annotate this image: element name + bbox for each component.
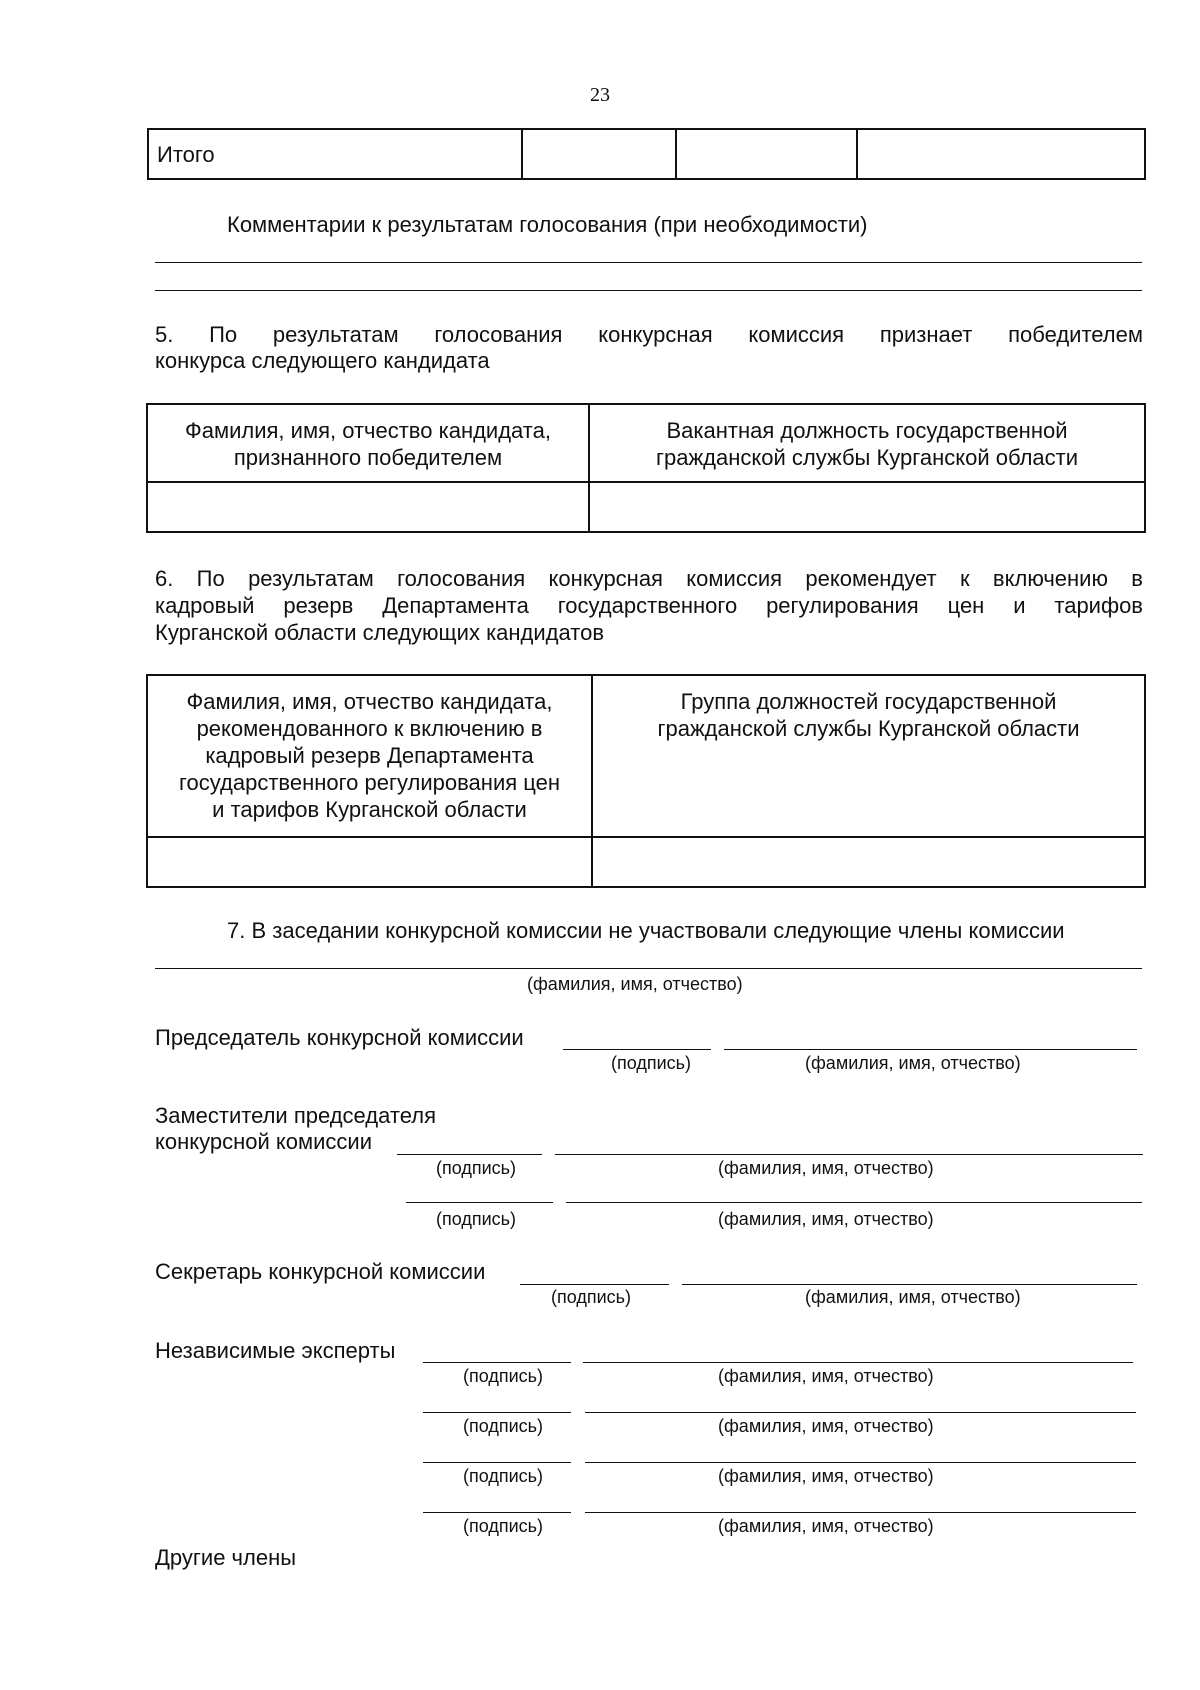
- header-line: гражданской службы Курганской области: [655, 445, 1079, 470]
- table-row: [147, 482, 1145, 532]
- expert-signature-line[interactable]: [423, 1512, 571, 1513]
- totals-cell[interactable]: [676, 129, 857, 179]
- totals-cell[interactable]: [857, 129, 1145, 179]
- absent-members-line[interactable]: [155, 968, 1142, 969]
- reserve-col-header-group: [592, 675, 1145, 837]
- table-row: [147, 675, 1145, 837]
- absent-fio-caption: (фамилия, имя, отчество): [527, 974, 743, 994]
- fio-caption: (фамилия, имя, отчество): [718, 1209, 934, 1229]
- header-line: кадровый резерв Департамента: [205, 743, 534, 768]
- comments-line[interactable]: [155, 262, 1142, 263]
- table-row: [147, 404, 1145, 482]
- totals-label: Итого: [157, 141, 215, 167]
- deputies-label-line2: конкурсной комиссии: [155, 1129, 373, 1154]
- header-line: и тарифов Курганской области: [212, 797, 527, 822]
- header-line: государственного регулирования цен: [178, 770, 560, 795]
- reserve-col-header-name: [147, 675, 592, 837]
- section6-text-line3: Курганской области следующих кандидатов: [155, 620, 605, 645]
- fio-caption: (фамилия, имя, отчество): [718, 1366, 934, 1386]
- deputy-signature-line[interactable]: [406, 1202, 553, 1203]
- section6-text-line2: кадровый резерв Департамента государственного регулирования цен и тарифов: [155, 593, 1143, 618]
- secretary-fio-line[interactable]: [682, 1284, 1137, 1285]
- secretary-signature-line[interactable]: [520, 1284, 669, 1285]
- header-line: Фамилия, имя, отчество кандидата,: [186, 689, 553, 714]
- chairman-signature-line[interactable]: [563, 1049, 711, 1050]
- fio-caption: (фамилия, имя, отчество): [718, 1516, 934, 1536]
- expert-fio-line[interactable]: [585, 1462, 1136, 1463]
- winner-table: [146, 403, 1146, 533]
- totals-label-cell: [148, 129, 522, 179]
- fio-caption: (фамилия, имя, отчество): [718, 1158, 934, 1178]
- deputy-signature-line[interactable]: [397, 1154, 542, 1155]
- fio-caption: (фамилия, имя, отчество): [718, 1416, 934, 1436]
- totals-table: [147, 128, 1146, 180]
- table-row: [147, 837, 1145, 887]
- fio-caption: (фамилия, имя, отчество): [805, 1287, 1021, 1307]
- signature-caption: (подпись): [463, 1466, 544, 1486]
- comments-line[interactable]: [155, 290, 1142, 291]
- deputy-fio-line[interactable]: [555, 1154, 1143, 1155]
- chairman-label: Председатель конкурсной комиссии: [155, 1025, 524, 1050]
- signature-caption: (подпись): [611, 1053, 692, 1073]
- expert-fio-line[interactable]: [585, 1512, 1136, 1513]
- section5-text-line2: конкурса следующего кандидата: [155, 348, 490, 373]
- signature-caption: (подпись): [436, 1158, 517, 1178]
- header-line: гражданской службы Курганской области: [657, 716, 1080, 741]
- winner-col-header-name: [147, 404, 589, 482]
- fio-caption: (фамилия, имя, отчество): [805, 1053, 1021, 1073]
- expert-fio-line[interactable]: [585, 1412, 1136, 1413]
- comments-label: Комментарии к результатам голосования (при необходимости): [227, 212, 868, 237]
- table-row: [148, 129, 1145, 179]
- others-label: Другие члены: [155, 1545, 297, 1570]
- winner-position-cell[interactable]: [589, 482, 1145, 532]
- totals-cell[interactable]: [522, 129, 676, 179]
- expert-signature-line[interactable]: [423, 1412, 571, 1413]
- page-number: 23: [590, 84, 610, 106]
- section5-text-line1: 5. По результатам голосования конкурсная комиссия признает победителем: [155, 322, 1143, 347]
- reserve-group-cell[interactable]: [592, 837, 1145, 887]
- experts-label: Независимые эксперты: [155, 1338, 396, 1363]
- deputies-label-line1: Заместители председателя: [155, 1103, 436, 1128]
- signature-caption: (подпись): [463, 1516, 544, 1536]
- header-line: Фамилия, имя, отчество кандидата,: [185, 418, 551, 443]
- header-line: Группа должностей государственной: [680, 689, 1057, 714]
- expert-signature-line[interactable]: [423, 1362, 571, 1363]
- reserve-table: [146, 674, 1146, 888]
- header-line: Вакантная должность государственной: [666, 418, 1068, 443]
- signature-caption: (подпись): [436, 1209, 517, 1229]
- expert-signature-line[interactable]: [423, 1462, 571, 1463]
- chairman-fio-line[interactable]: [724, 1049, 1137, 1050]
- header-line: рекомендованного к включению в: [196, 716, 543, 741]
- expert-fio-line[interactable]: [583, 1362, 1133, 1363]
- reserve-name-cell[interactable]: [147, 837, 592, 887]
- section6-text-line1: 6. По результатам голосования конкурсная комиссия рекомендует к включению в: [155, 566, 1143, 591]
- header-line: признанного победителем: [233, 445, 503, 470]
- signature-caption: (подпись): [463, 1416, 544, 1436]
- winner-col-header-position: [589, 404, 1145, 482]
- winner-name-cell[interactable]: [147, 482, 589, 532]
- section7-text: 7. В заседании конкурсной комиссии не участвовали следующие члены комиссии: [227, 918, 1065, 943]
- signature-caption: (подпись): [463, 1366, 544, 1386]
- fio-caption: (фамилия, имя, отчество): [718, 1466, 934, 1486]
- signature-caption: (подпись): [551, 1287, 632, 1307]
- deputy-fio-line[interactable]: [566, 1202, 1142, 1203]
- secretary-label: Секретарь конкурсной комиссии: [155, 1259, 486, 1284]
